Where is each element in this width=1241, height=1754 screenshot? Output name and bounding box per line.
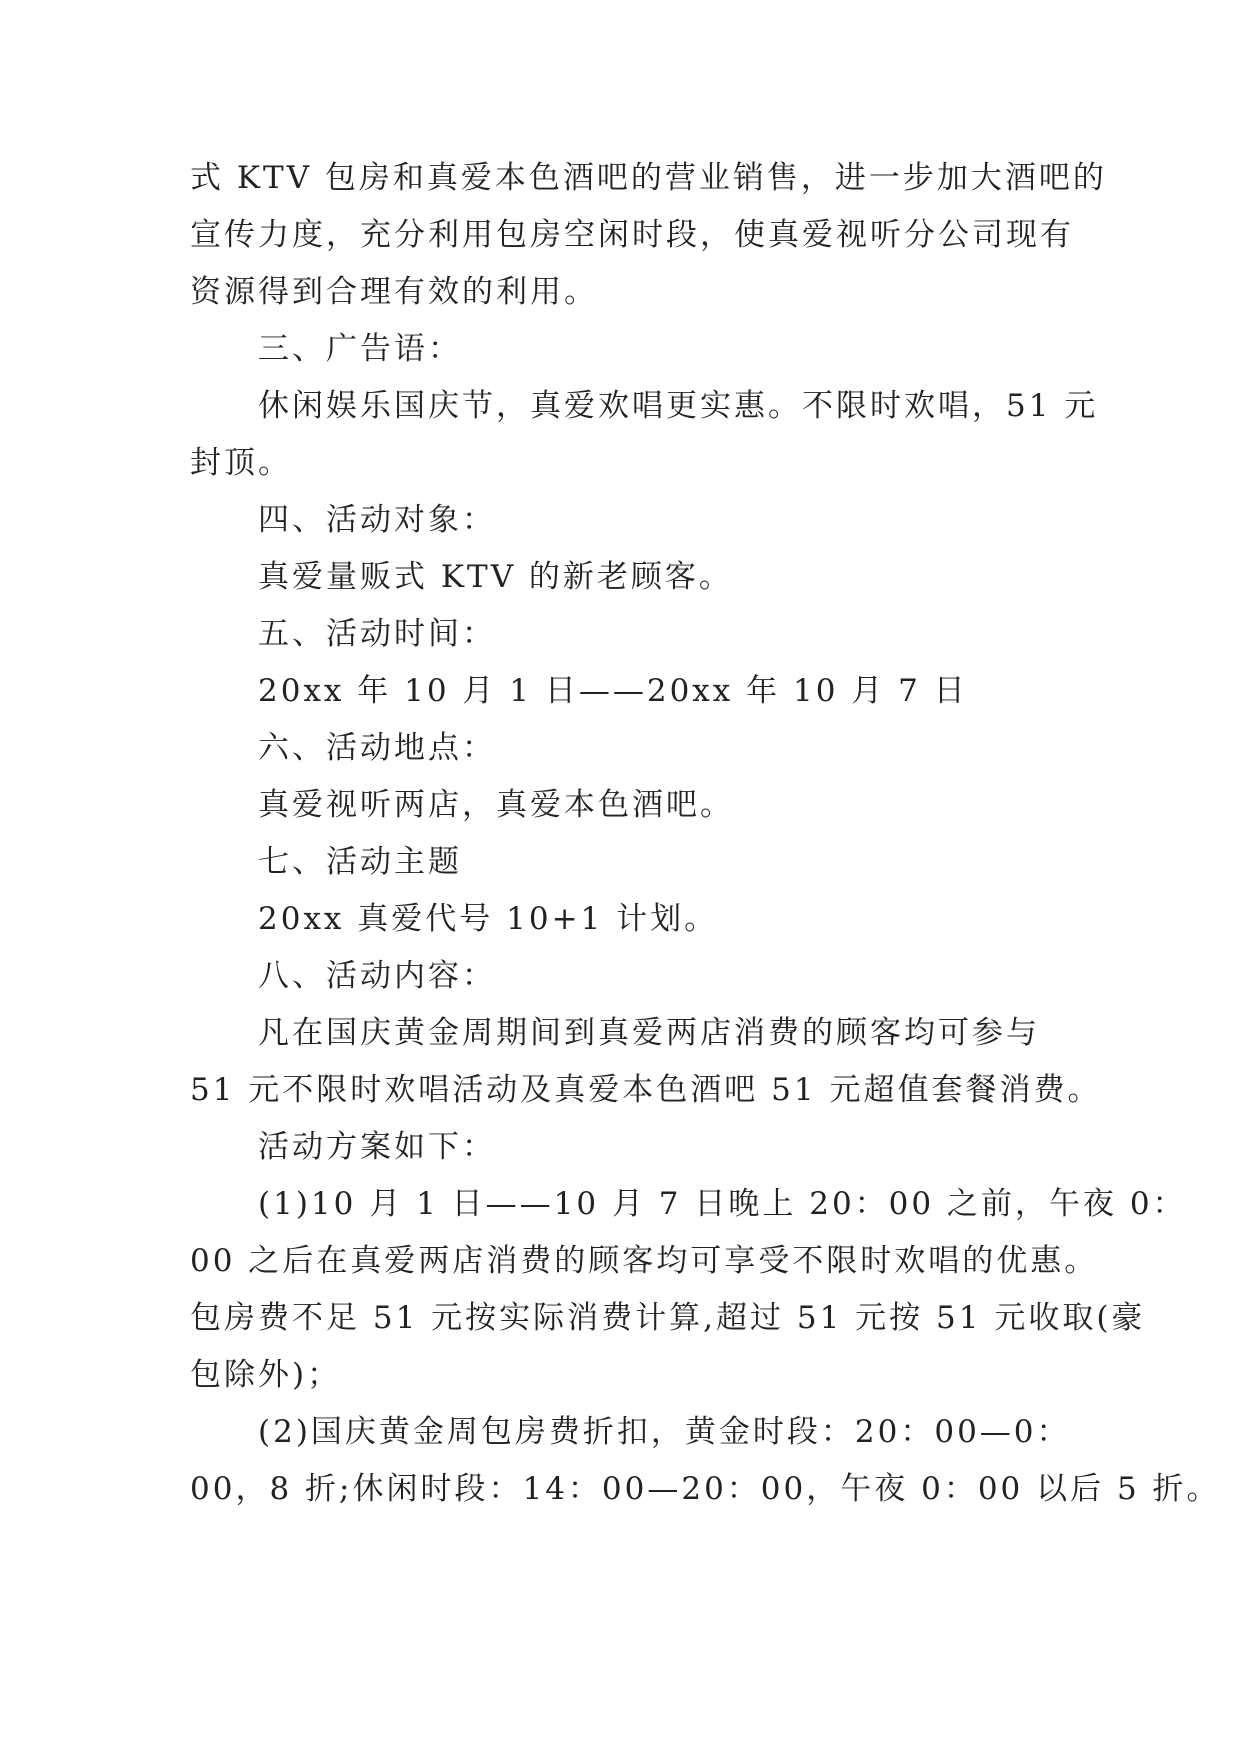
paragraph-line: 51 元不限时欢唱活动及真爱本色酒吧 51 元超值套餐消费。 bbox=[190, 1072, 1102, 1108]
section-heading: 四、活动对象： bbox=[258, 502, 496, 538]
paragraph-line: 休闲娱乐国庆节，真爱欢唱更实惠。不限时欢唱，51 元 bbox=[258, 388, 1099, 424]
paragraph-line: 宣传力度，充分利用包房空闲时段，使真爱视听分公司现有 bbox=[190, 217, 1074, 253]
section-heading: 六、活动地点： bbox=[258, 730, 496, 766]
section-heading: 八、活动内容： bbox=[258, 958, 496, 994]
paragraph-line: 活动方案如下： bbox=[258, 1129, 496, 1165]
paragraph-line: 00 之后在真爱两店消费的顾客均可享受不限时欢唱的优惠。 bbox=[190, 1243, 1099, 1279]
paragraph-line: 真爱量贩式 KTV 的新老顾客。 bbox=[258, 559, 733, 595]
paragraph-line: 资源得到合理有效的利用。 bbox=[190, 274, 598, 310]
paragraph-line: 封顶。 bbox=[190, 445, 292, 481]
paragraph-line: 凡在国庆黄金周期间到真爱两店消费的顾客均可参与 bbox=[258, 1015, 1040, 1051]
section-heading: 七、活动主题 bbox=[258, 844, 462, 880]
paragraph-line: 20xx 真爱代号 10+1 计划。 bbox=[258, 901, 719, 937]
paragraph-line: 式 KTV 包房和真爱本色酒吧的营业销售，进一步加大酒吧的 bbox=[190, 160, 1107, 196]
paragraph-line: 20xx 年 10 月 1 日——20xx 年 10 月 7 日 bbox=[258, 673, 968, 709]
paragraph-line: (2)国庆黄金周包房费折扣，黄金时段：20：00—0： bbox=[258, 1414, 1071, 1450]
paragraph-line: (1)10 月 1 日——10 月 7 日晚上 20：00 之前，午夜 0： bbox=[258, 1186, 1187, 1222]
paragraph-line: 包房费不足 51 元按实际消费计算,超过 51 元按 51 元收取(豪 bbox=[190, 1300, 1146, 1336]
section-heading: 五、活动时间： bbox=[258, 616, 496, 652]
paragraph-line: 包除外)； bbox=[190, 1357, 342, 1393]
paragraph-line: 真爱视听两店，真爱本色酒吧。 bbox=[258, 787, 734, 823]
section-heading: 三、广告语： bbox=[258, 331, 462, 367]
paragraph-line: 00，8 折;休闲时段：14：00—20：00，午夜 0：00 以后 5 折。 bbox=[190, 1471, 1221, 1507]
